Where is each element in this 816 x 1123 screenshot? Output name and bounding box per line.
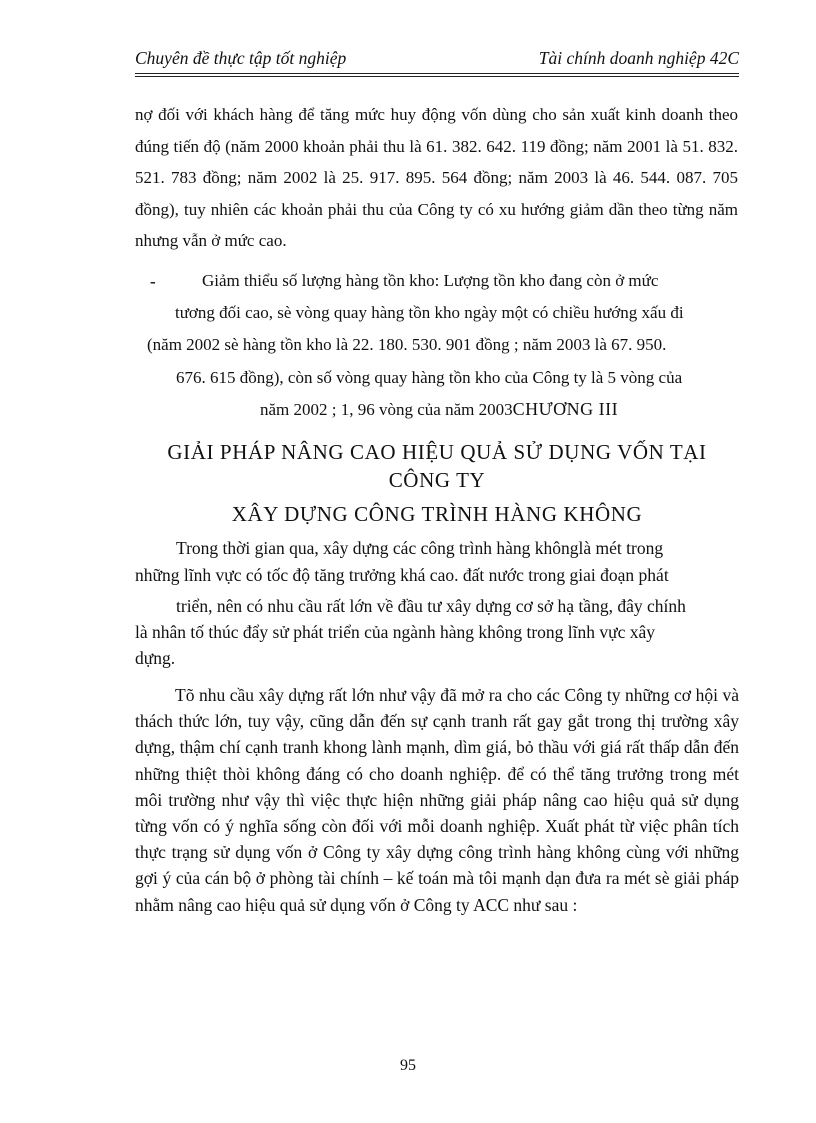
paragraph-demand: Tõ nhu cầu xây dựng rất lớn như vậy đã mở ra cho các Công ty những cơ hội và thách thức lớn, tuy vậy, cũng dẫn đến sự cạnh tranh rất gay gắt trong thị trường xây dựng, thậm chí cạnh tranh khong lành mạnh, dìm giá, bỏ thầu với giá rất thấp dẫn đến những thiệt thòi không đáng có cho doanh nghiệp. để có thể tăng trưởng trong mét môi trường như vậy thì việc thực hiện những giải pháp nâng cao hiệu quả sử dụng từng vốn có ý nghĩa sống còn đối với mỗi doanh nghiệp. Xuất phát từ việc phân tích thực trạng sử dụng vốn ở Công ty xây dựng công trình hàng không cùng với những gợi ý của cán bộ ở phòng tài chính – kế toán mà tôi mạnh dạn đưa ra mét sè giải pháp nhằm nâng cao hiệu quả sử dụng vốn ở Công ty ACC như sau :: [135, 685, 739, 915]
bullet-line-1: Giảm thiểu số lượng hàng tồn kho: Lượng tồn kho đang còn ở mức: [202, 271, 659, 290]
bullet-line-4: 676. 615 đồng), còn số vòng quay hàng tồn kho của Công ty là 5 vòng của: [176, 368, 683, 387]
chapter-label: CHƯƠNG III: [512, 399, 619, 419]
page-header: [135, 48, 739, 72]
paragraph-intro-line-3: triển, nên có nhu cầu rất lớn về đầu tư xây dựng cơ sở hạ tầng, đây chính: [176, 596, 686, 616]
chapter-title-line-3: XÂY DỰNG CÔNG TRÌNH HÀNG KHÔNG: [231, 502, 643, 526]
bullet-line-5-text: năm 2002 ; 1, 96 vòng của năm 2003: [260, 400, 513, 419]
paragraph-intro-line-4: là nhân tố thúc đẩy sử phát triển của ngành hàng không trong lĩnh vực xây: [135, 622, 656, 642]
paragraph-intro-line-5: dựng.: [135, 648, 176, 668]
page-number: 95: [400, 1057, 416, 1074]
paragraph-intro-line-2: những lĩnh vực có tốc độ tăng trưởng khá cao. đất nước trong giai đoạn phát: [135, 565, 669, 585]
bullet-line-2: tương đối cao, sè vòng quay hàng tồn kho ngày một có chiều hướng xấu đi: [175, 303, 684, 322]
bullet-dash: -: [150, 272, 156, 291]
chapter-title-line-1: GIẢI PHÁP NÂNG CAO HIỆU QUẢ SỬ DỤNG VỐN TẠI: [167, 440, 707, 464]
bullet-line-5: [260, 398, 618, 421]
header-rule: [135, 73, 739, 77]
paragraph-intro-line-1: Trong thời gian qua, xây dựng các công trình hàng khônglà mét trong: [176, 538, 664, 558]
chapter-title-line-2: CÔNG TY: [388, 468, 486, 492]
bullet-line-3: (năm 2002 sè hàng tồn kho là 22. 180. 530. 901 đồng ; năm 2003 là 67. 950.: [147, 335, 667, 354]
header-left: Chuyên đề thực tập tốt nghiệp: [135, 48, 347, 68]
header-right: Tài chính doanh nghiệp 42C: [538, 48, 739, 68]
paragraph-receivables: nợ đối với khách hàng để tăng mức huy động vốn dùng cho sản xuất kinh doanh theo đúng tiến độ (năm 2000 khoản phải thu là 61. 382. 642. 119 đồng; năm 2001 là 51. 832. 521. 783 đồng; năm 2002 là 25. 917. 895. 564 đồng; năm 2003 là 46. 544. 087. 705 đồng), tuy nhiên các khoản phải thu của Công ty có xu hướng giảm dần theo từng năm nhưng vẫn ở mức cao.: [135, 105, 738, 250]
